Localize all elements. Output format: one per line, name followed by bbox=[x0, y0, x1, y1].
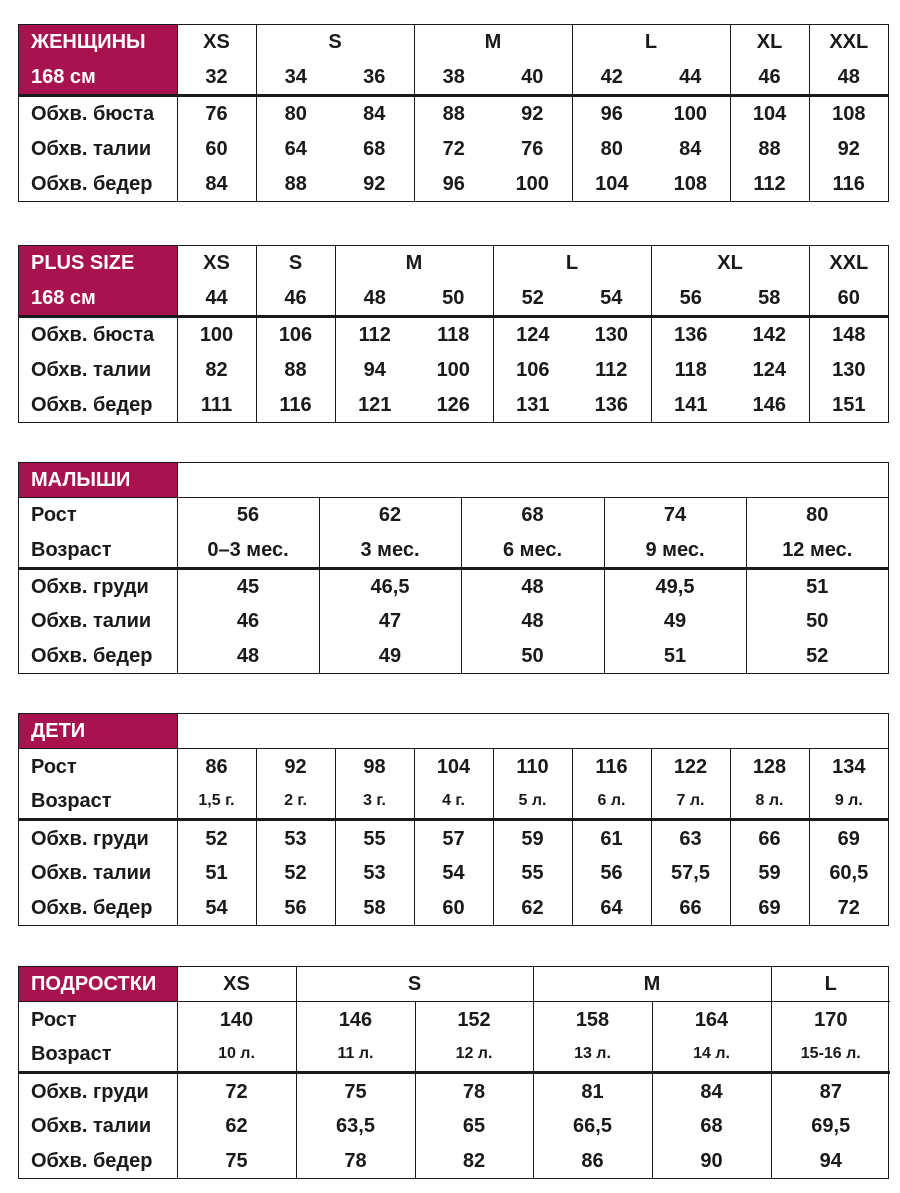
cell-value: 51 bbox=[177, 856, 256, 890]
cell-value: 100 bbox=[177, 317, 256, 353]
age-value: 7 л. bbox=[651, 784, 730, 820]
cell-value: 100 bbox=[515, 172, 549, 195]
cell-value: 94 bbox=[771, 1143, 890, 1178]
cell-value: 57,5 bbox=[651, 856, 730, 890]
cell-value: 62 bbox=[493, 890, 572, 925]
size-group-label: S bbox=[256, 246, 335, 281]
height-value: 74 bbox=[604, 498, 746, 533]
cell-value: 80 bbox=[572, 132, 651, 167]
size-group-label: XS bbox=[177, 25, 256, 60]
cell-value: 54 bbox=[414, 856, 493, 890]
cell-value: 48 bbox=[461, 568, 604, 604]
teens-title: ПОДРОСТКИ bbox=[19, 967, 177, 1002]
cell-value: 130 bbox=[809, 353, 888, 388]
height-value: 146 bbox=[296, 1002, 415, 1037]
age-value: 12 л. bbox=[415, 1037, 533, 1073]
size-group-label: XL bbox=[730, 25, 809, 60]
cell-value: 84 bbox=[652, 1073, 771, 1109]
row-label: Обхв. бедер bbox=[19, 639, 177, 673]
cell-value: 78 bbox=[415, 1073, 533, 1109]
table-row bbox=[19, 604, 888, 638]
cell-value: 68 bbox=[363, 138, 386, 161]
cell-value: 126 bbox=[436, 393, 470, 416]
cell-value: 88 bbox=[730, 132, 809, 167]
size-group-label: L bbox=[572, 25, 730, 60]
row-label: Обхв. талии bbox=[19, 604, 177, 638]
age-value: 14 л. bbox=[652, 1037, 771, 1073]
table-row bbox=[19, 820, 888, 856]
size-number: 52 bbox=[493, 281, 572, 317]
cell-value: 94 bbox=[335, 353, 414, 388]
age-value: 13 л. bbox=[533, 1037, 652, 1073]
cell-value: 60 bbox=[177, 132, 256, 167]
height-label: Рост bbox=[19, 1002, 177, 1037]
cell-value: 131 bbox=[493, 387, 572, 422]
header-blank bbox=[177, 714, 888, 749]
cell-value: 84 bbox=[177, 166, 256, 201]
size-group-label: M bbox=[414, 25, 572, 60]
size-number: 58 bbox=[730, 281, 809, 317]
row-label: Обхв. бедер bbox=[19, 1143, 177, 1178]
table-row bbox=[19, 132, 888, 167]
cell-value: 53 bbox=[335, 856, 414, 890]
cell-value: 118 bbox=[437, 324, 470, 347]
table-row bbox=[19, 317, 888, 353]
size-number: 48 bbox=[335, 281, 414, 317]
row-label: Обхв. талии bbox=[19, 1109, 177, 1143]
cell-value: 124 bbox=[493, 317, 572, 353]
size-group-label: XS bbox=[177, 967, 296, 1002]
row-label: Обхв. талии bbox=[19, 856, 177, 890]
women-size-table bbox=[18, 24, 889, 202]
cell-value: 112 bbox=[730, 166, 809, 201]
cell-value: 104 bbox=[730, 96, 809, 132]
cell-value: 78 bbox=[296, 1143, 415, 1178]
height-value: 152 bbox=[415, 1002, 533, 1037]
cell-value: 75 bbox=[296, 1073, 415, 1109]
height-value: 128 bbox=[730, 749, 809, 784]
row-label: Обхв. груди bbox=[19, 568, 177, 604]
height-value: 98 bbox=[335, 749, 414, 784]
row-label: Обхв. бюста bbox=[19, 96, 177, 132]
height-value: 122 bbox=[651, 749, 730, 784]
height-label: Рост bbox=[19, 749, 177, 784]
table-row bbox=[19, 1109, 890, 1143]
table-row bbox=[19, 1143, 890, 1178]
women-title: ЖЕНЩИНЫ bbox=[19, 25, 177, 60]
size-number: 36 bbox=[335, 60, 414, 96]
cell-value: 49,5 bbox=[604, 568, 746, 604]
cell-value: 90 bbox=[652, 1143, 771, 1178]
size-group-label: XL bbox=[651, 246, 809, 281]
cell-value: 148 bbox=[809, 317, 888, 353]
cell-value: 118 bbox=[651, 353, 730, 388]
cell-value: 58 bbox=[335, 890, 414, 925]
plus-title: PLUS SIZE bbox=[19, 246, 177, 281]
age-value: 6 л. bbox=[572, 784, 651, 820]
cell-value: 81 bbox=[533, 1073, 652, 1109]
size-number: 40 bbox=[493, 60, 572, 96]
cell-value: 112 bbox=[335, 317, 414, 353]
cell-value: 66,5 bbox=[533, 1109, 652, 1143]
age-value: 15-16 л. bbox=[771, 1037, 890, 1073]
size-number: 32 bbox=[177, 60, 256, 96]
cell-value: 53 bbox=[256, 820, 335, 856]
cell-value: 92 bbox=[521, 103, 544, 126]
cell-value: 106 bbox=[256, 317, 335, 353]
age-value: 4 г. bbox=[414, 784, 493, 820]
kids-size-table bbox=[18, 713, 889, 926]
table-row bbox=[19, 568, 888, 604]
cell-value: 54 bbox=[177, 890, 256, 925]
cell-value: 55 bbox=[493, 856, 572, 890]
cell-value: 104 bbox=[572, 166, 651, 201]
height-value: 92 bbox=[256, 749, 335, 784]
size-number: 48 bbox=[809, 60, 888, 96]
height-value: 170 bbox=[771, 1002, 890, 1037]
size-number: 46 bbox=[730, 60, 809, 96]
cell-value: 50 bbox=[746, 604, 888, 638]
cell-value: 46,5 bbox=[319, 568, 461, 604]
babies-title: МАЛЫШИ bbox=[19, 463, 177, 498]
row-label: Обхв. груди bbox=[19, 820, 177, 856]
age-value: 9 мес. bbox=[604, 533, 746, 569]
cell-value: 96 bbox=[572, 96, 651, 132]
table-row bbox=[19, 166, 888, 201]
age-value: 0–3 мес. bbox=[177, 533, 319, 569]
plus-height: 168 см bbox=[19, 281, 177, 317]
cell-value: 66 bbox=[730, 820, 809, 856]
cell-value: 75 bbox=[177, 1143, 296, 1178]
cell-value: 116 bbox=[809, 166, 888, 201]
cell-value: 80 bbox=[256, 96, 335, 132]
size-group-label: XXL bbox=[809, 246, 888, 281]
cell-value: 100 bbox=[673, 103, 707, 126]
size-number: 56 bbox=[651, 281, 730, 317]
row-label: Обхв. груди bbox=[19, 1073, 177, 1109]
cell-value: 76 bbox=[177, 96, 256, 132]
size-number: 54 bbox=[572, 281, 651, 317]
height-value: 86 bbox=[177, 749, 256, 784]
cell-value: 86 bbox=[533, 1143, 652, 1178]
cell-value: 82 bbox=[415, 1143, 533, 1178]
height-value: 134 bbox=[809, 749, 888, 784]
plus-size-table bbox=[18, 245, 889, 423]
height-value: 104 bbox=[414, 749, 493, 784]
cell-value: 49 bbox=[604, 604, 746, 638]
cell-value: 142 bbox=[752, 324, 786, 347]
height-label: Рост bbox=[19, 498, 177, 533]
table-row bbox=[19, 96, 888, 132]
cell-value: 56 bbox=[572, 856, 651, 890]
size-group-label: L bbox=[493, 246, 651, 281]
size-group-label: M bbox=[335, 246, 493, 281]
size-number: 42 bbox=[572, 60, 651, 96]
size-group-label: M bbox=[533, 967, 771, 1002]
cell-value: 108 bbox=[673, 172, 707, 195]
cell-value: 64 bbox=[572, 890, 651, 925]
cell-value: 61 bbox=[572, 820, 651, 856]
cell-value: 84 bbox=[363, 103, 386, 126]
kids-title: ДЕТИ bbox=[19, 714, 177, 749]
cell-value: 63 bbox=[651, 820, 730, 856]
cell-value: 87 bbox=[771, 1073, 890, 1109]
table-row bbox=[19, 639, 888, 673]
cell-value: 146 bbox=[752, 393, 786, 416]
cell-value: 112 bbox=[595, 359, 628, 382]
age-value: 3 мес. bbox=[319, 533, 461, 569]
cell-value: 52 bbox=[746, 639, 888, 673]
height-value: 68 bbox=[461, 498, 604, 533]
cell-value: 51 bbox=[746, 568, 888, 604]
cell-value: 49 bbox=[319, 639, 461, 673]
age-value: 9 л. bbox=[809, 784, 888, 820]
cell-value: 92 bbox=[809, 132, 888, 167]
size-number: 44 bbox=[651, 60, 730, 96]
cell-value: 96 bbox=[414, 166, 493, 201]
cell-value: 62 bbox=[177, 1109, 296, 1143]
age-value: 11 л. bbox=[296, 1037, 415, 1073]
age-label: Возраст bbox=[19, 1037, 177, 1073]
cell-value: 60,5 bbox=[809, 856, 888, 890]
cell-value: 68 bbox=[652, 1109, 771, 1143]
height-value: 158 bbox=[533, 1002, 652, 1037]
age-value: 8 л. bbox=[730, 784, 809, 820]
row-label: Обхв. талии bbox=[19, 353, 177, 388]
table-row bbox=[19, 890, 888, 925]
size-number: 46 bbox=[256, 281, 335, 317]
size-group-label: L bbox=[771, 967, 890, 1002]
cell-value: 124 bbox=[752, 359, 786, 382]
cell-value: 130 bbox=[594, 324, 628, 347]
cell-value: 45 bbox=[177, 568, 319, 604]
teens-size-table bbox=[18, 966, 889, 1179]
cell-value: 82 bbox=[177, 353, 256, 388]
size-group-label: XXL bbox=[809, 25, 888, 60]
age-value: 3 г. bbox=[335, 784, 414, 820]
babies-size-table bbox=[18, 462, 889, 674]
cell-value: 111 bbox=[177, 387, 256, 422]
age-value: 6 мес. bbox=[461, 533, 604, 569]
header-blank bbox=[177, 463, 888, 498]
row-label: Обхв. бюста bbox=[19, 317, 177, 353]
row-label: Обхв. бедер bbox=[19, 890, 177, 925]
age-value: 12 мес. bbox=[746, 533, 888, 569]
cell-value: 69 bbox=[730, 890, 809, 925]
row-label: Обхв. бедер bbox=[19, 387, 177, 422]
cell-value: 46 bbox=[177, 604, 319, 638]
cell-value: 136 bbox=[594, 393, 628, 416]
age-value: 5 л. bbox=[493, 784, 572, 820]
cell-value: 48 bbox=[177, 639, 319, 673]
cell-value: 76 bbox=[521, 138, 544, 161]
cell-value: 47 bbox=[319, 604, 461, 638]
cell-value: 69 bbox=[809, 820, 888, 856]
row-label: Обхв. бедер bbox=[19, 166, 177, 201]
size-number: 60 bbox=[809, 281, 888, 317]
size-group-label: S bbox=[256, 25, 414, 60]
women-height: 168 см bbox=[19, 60, 177, 96]
height-value: 164 bbox=[652, 1002, 771, 1037]
height-value: 56 bbox=[177, 498, 319, 533]
cell-value: 57 bbox=[414, 820, 493, 856]
age-value: 2 г. bbox=[256, 784, 335, 820]
age-label: Возраст bbox=[19, 784, 177, 820]
cell-value: 59 bbox=[493, 820, 572, 856]
cell-value: 51 bbox=[604, 639, 746, 673]
cell-value: 92 bbox=[363, 172, 386, 195]
cell-value: 72 bbox=[414, 132, 493, 167]
cell-value: 56 bbox=[256, 890, 335, 925]
cell-value: 100 bbox=[436, 359, 470, 382]
height-value: 116 bbox=[572, 749, 651, 784]
age-label: Возраст bbox=[19, 533, 177, 569]
cell-value: 52 bbox=[256, 856, 335, 890]
cell-value: 121 bbox=[335, 387, 414, 422]
cell-value: 151 bbox=[809, 387, 888, 422]
cell-value: 88 bbox=[256, 353, 335, 388]
cell-value: 64 bbox=[256, 132, 335, 167]
cell-value: 136 bbox=[651, 317, 730, 353]
cell-value: 60 bbox=[414, 890, 493, 925]
size-group-label: XS bbox=[177, 246, 256, 281]
cell-value: 69,5 bbox=[771, 1109, 890, 1143]
height-value: 140 bbox=[177, 1002, 296, 1037]
size-number: 44 bbox=[177, 281, 256, 317]
cell-value: 65 bbox=[415, 1109, 533, 1143]
size-group-label: S bbox=[296, 967, 533, 1002]
table-row bbox=[19, 1073, 890, 1109]
cell-value: 59 bbox=[730, 856, 809, 890]
cell-value: 66 bbox=[651, 890, 730, 925]
height-value: 80 bbox=[746, 498, 888, 533]
age-value: 1,5 г. bbox=[177, 784, 256, 820]
cell-value: 108 bbox=[809, 96, 888, 132]
cell-value: 48 bbox=[461, 604, 604, 638]
table-row bbox=[19, 856, 888, 890]
size-number: 50 bbox=[414, 281, 493, 317]
cell-value: 52 bbox=[177, 820, 256, 856]
height-value: 110 bbox=[493, 749, 572, 784]
cell-value: 55 bbox=[335, 820, 414, 856]
cell-value: 63,5 bbox=[296, 1109, 415, 1143]
height-value: 62 bbox=[319, 498, 461, 533]
table-row bbox=[19, 353, 888, 388]
cell-value: 116 bbox=[256, 387, 335, 422]
age-value: 10 л. bbox=[177, 1037, 296, 1073]
cell-value: 88 bbox=[414, 96, 493, 132]
cell-value: 72 bbox=[177, 1073, 296, 1109]
cell-value: 84 bbox=[679, 138, 702, 161]
size-number: 34 bbox=[256, 60, 335, 96]
size-number: 38 bbox=[414, 60, 493, 96]
cell-value: 88 bbox=[256, 166, 335, 201]
row-label: Обхв. талии bbox=[19, 132, 177, 167]
table-row bbox=[19, 387, 888, 422]
cell-value: 72 bbox=[809, 890, 888, 925]
cell-value: 50 bbox=[461, 639, 604, 673]
cell-value: 106 bbox=[493, 353, 572, 388]
cell-value: 141 bbox=[651, 387, 730, 422]
